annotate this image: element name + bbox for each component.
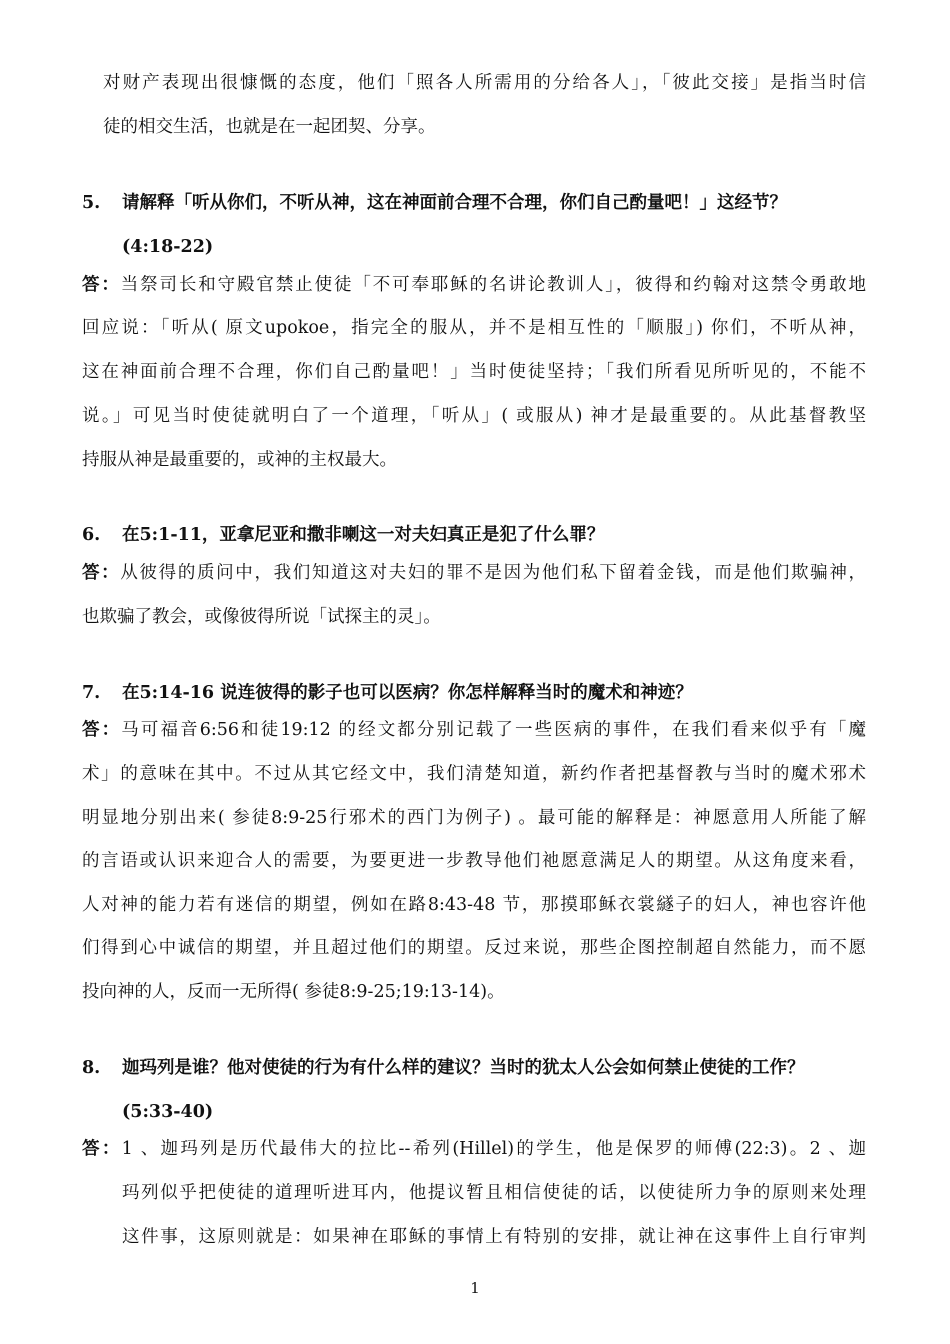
answer-7-line: 明显地分别出来( 参徒8:9-25行邪术的西门为例子) 。最可能的解释是：神愿意用人所能了解 bbox=[82, 808, 866, 828]
answer-7-line: 人对神的能力若有迷信的期望，例如在路8:43-48 节，那摸耶稣衣裳繸子的妇人，神也容许他 bbox=[82, 895, 866, 915]
question-number: 5. bbox=[82, 193, 101, 213]
answer-8-line: 玛列似乎把使徒的道理听进耳内，他提议暂且相信使徒的话，以使徒所力争的原则来处理 bbox=[122, 1183, 866, 1203]
page-number: 1 bbox=[470, 1279, 480, 1297]
answer-6-line: 答：从彼得的质问中，我们知道这对夫妇的罪不是因为他们私下留着金钱，而是他们欺骗神， bbox=[82, 563, 867, 583]
answer-5-line: 这在神面前合理不合理，你们自己酌量吧！」当时使徒坚持；「我们所看见所听见的，不能不 bbox=[82, 362, 866, 382]
answer-5-line: 说。」可见当时使徒就明白了一个道理，「听从」( 或服从) 神才是最重要的。从此基督教坚 bbox=[82, 406, 866, 426]
answer-7-line: 答：马可福音6:56和徒19:12 的经文都分别记载了一些医病的事件，在我们看来似乎有「魔 bbox=[82, 720, 866, 740]
answer-7-line: 投向神的人，反而一无所得( 参徒8:9-25;19:13-14)。 bbox=[82, 982, 505, 1002]
answer-7-line: 们得到心中诚信的期望，并且超过他们的期望。反过来说，那些企图控制超自然能力，而不愿 bbox=[82, 938, 866, 958]
answer-5-line: 回应说：「听从( 原文upokoe，指完全的服从，并不是相互性的「顺服」) 你们，不听从神， bbox=[82, 318, 866, 338]
answer-label: 答： bbox=[82, 720, 122, 740]
intro-line: 对财产表现出很慷慨的态度，他们「照各人所需用的分给各人」，「彼此交接」是指当时信 bbox=[103, 73, 866, 93]
question-text: (4:18-22) bbox=[122, 237, 214, 257]
answer-7-line: 术」的意味在其中。不过从其它经文中，我们清楚知道，新约作者把基督教与当时的魔术邪术 bbox=[82, 764, 866, 784]
question-text: 在5:14-16 说连彼得的影子也可以医病？你怎样解释当时的魔术和神迹？ bbox=[122, 683, 693, 703]
question-number: 6. bbox=[82, 525, 101, 545]
question-number: 7. bbox=[82, 683, 101, 703]
intro-line: 徒的相交生活，也就是在一起团契、分享。 bbox=[103, 117, 436, 137]
answer-5-line: 持服从神是最重要的，或神的主权最大。 bbox=[82, 450, 397, 470]
answer-label: 答： bbox=[82, 563, 121, 583]
question-text: 请解释「听从你们，不听从神，这在神面前合理不合理，你们自己酌量吧！」这经节？ bbox=[122, 193, 787, 213]
answer-6-line: 也欺骗了教会，或像彼得所说「试探主的灵」。 bbox=[82, 607, 441, 627]
answer-label: 答： bbox=[82, 275, 121, 295]
answer-8-line: 这件事，这原则就是：如果神在耶稣的事情上有特别的安排，就让神在这事件上自行审判 bbox=[122, 1227, 866, 1247]
answer-label: 答： bbox=[82, 1139, 122, 1159]
answer-5-line: 答：当祭司长和守殿官禁止使徒「不可奉耶稣的名讲论教训人」，彼得和约翰对这禁令勇敢地 bbox=[82, 275, 867, 295]
answer-7-line: 的言语或认识来迎合人的需要，为要更进一步教导他们祂愿意满足人的期望。从这角度来看， bbox=[82, 851, 866, 871]
question-text: 迦玛列是谁？他对使徒的行为有什么样的建议？当时的犹太人公会如何禁止使徒的工作？ bbox=[122, 1058, 805, 1078]
question-number: 8. bbox=[82, 1058, 101, 1078]
question-text: (5:33-40) bbox=[122, 1102, 214, 1122]
question-text: 在5:1-11，亚拿尼亚和撒非喇这一对夫妇真正是犯了什么罪？ bbox=[122, 525, 605, 545]
answer-8-line: 答：1 、迦玛列是历代最伟大的拉比--希列(Hillel)的学生，他是保罗的师傅(22:3)。2 、迦 bbox=[82, 1139, 866, 1159]
